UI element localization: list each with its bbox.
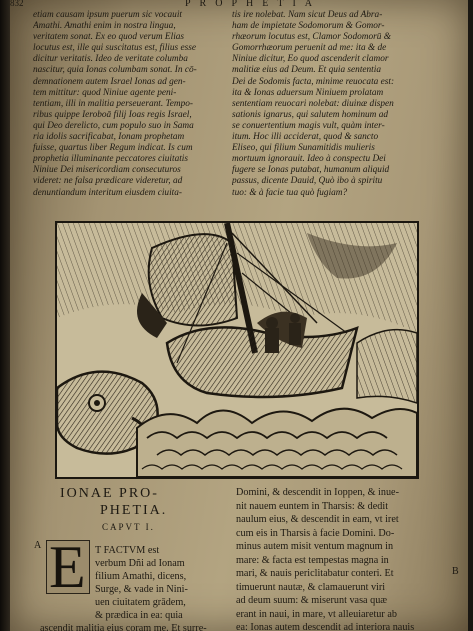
text-line: ita & Ionas aduersum Niniuem prolatam: [232, 87, 384, 98]
text-line: cum eis in Tharsis à facie Domini. Do-: [236, 527, 395, 539]
text-line: uen ciuitatem grādem,: [95, 597, 186, 608]
text-line: denuntiandum interitum eiusdem ciuita-: [33, 187, 182, 198]
text-line: timuerunt nautæ, & clamauerunt viri: [236, 581, 386, 593]
text-line: Gomorrhæorum peruenit ad me: ita & de: [232, 43, 387, 54]
text-line: locutus est, ille qui suscitatus est, filius esse: [33, 43, 196, 54]
text-line: filium Amathi, dicens,: [95, 571, 187, 582]
text-line: sationis ignarus, qui salutem hominum ad: [232, 109, 388, 120]
bible-text-left-column: [40, 544, 207, 631]
page-header: [10, 0, 458, 9]
running-head: PROPHETIA: [185, 0, 322, 9]
text-line: Domini, & descendit in Ioppen, & inue-: [236, 487, 399, 498]
text-line: Niniue dicitur, Eo quod ascenderit clamor: [232, 54, 389, 65]
text-line: fuisse, quartus liber Regum indicat. Is cum: [33, 143, 193, 154]
text-line: demnationem autem Israel Ionas ad gen-: [33, 76, 186, 87]
text-line: verbum Dñi ad Ionam: [95, 558, 185, 569]
text-line: T FACTVM est: [95, 545, 160, 556]
marginal-letter-b: B: [452, 566, 459, 577]
text-line: mortuum ignorauit. Ideo à conspectu Dei: [232, 154, 386, 165]
page-number: 832: [10, 0, 24, 8]
text-line: ribus quippe Ieroboā filij Ioas regis Israel,: [33, 109, 192, 120]
text-line: Surge, & vade in Nini-: [95, 584, 188, 595]
text-line: ria idolis sacrificabat, Ionam prophetam: [33, 132, 185, 143]
text-line: ham de impietate Sodomorum & Gomor-: [232, 21, 385, 32]
text-line: itum. Hoc illi acciderat, quod & sancto: [232, 132, 379, 143]
text-line: & prædica in ea: quia: [95, 610, 183, 621]
book-title-line: PHETIA.: [100, 503, 168, 518]
text-line: qui Deo derelicto, cum populo suo in Sama: [33, 120, 194, 131]
decorated-initial: [46, 534, 90, 600]
text-line: naulum eius, & descendit in eam, vt iret: [236, 514, 399, 525]
ship-storm-woodcut: [57, 223, 417, 477]
text-line: veritatem sonat. Ex eo quod verum Elias: [33, 32, 185, 43]
text-line: se conuertentium magis vult, quàm inter-: [232, 120, 385, 131]
text-line: Niniue Dei misericordiam consecuturos: [33, 165, 181, 176]
text-line: tem mittitur: quod Niniue agente peni-: [33, 87, 177, 98]
text-line: minus autem misit ventum magnum in: [236, 541, 394, 552]
text-line: passus, dicente Dauid, Quò ibo à spiritu: [232, 176, 383, 187]
text-line: malitiæ eius ad Deum. Et quia sententia: [232, 65, 381, 76]
bible-text-right-column: [236, 486, 414, 631]
text-line: videret: ne falsa prædicare videretur, ad: [33, 176, 183, 187]
book-title-line: IONAE PRO-: [60, 486, 159, 501]
text-line: nascitur, quia Ionas columbam sonat. In cō-: [33, 65, 197, 76]
upper-right-column: [232, 10, 447, 199]
upper-left-column: [33, 10, 223, 199]
text-line: ascendit malitia eius coram me. Et surre-: [40, 623, 207, 631]
text-line: mare: & facta est tempestas magna in: [236, 554, 389, 566]
text-line: Eliseo, qui filium Sunamitidis mulieris: [232, 143, 375, 154]
text-line: nit nauem euntem in Tharsis: & dedit: [236, 500, 389, 512]
woodcut-illustration: [55, 221, 419, 479]
text-line: Dei de Sodomis facta, minime reuocata est:: [232, 76, 395, 87]
marginal-letter-a: A: [34, 540, 42, 551]
text-line: etiam causam ipsum puerum sic vocauit: [33, 10, 182, 20]
text-line: fugere se Ionas putabat, humanum aliquid: [232, 165, 390, 176]
text-line: dicitur veritatis. Ideo de veritate columba: [33, 54, 188, 65]
book-title: [60, 485, 167, 519]
text-line: rhæorum locutus est, Clamor Sodomorū &: [232, 32, 391, 43]
text-line: erant in naui, in mare, vt alleuiaretur ab: [236, 608, 397, 620]
text-line: Amathi. Amathi enim in nostra lingua,: [33, 21, 176, 32]
text-line: tuo: & à facie tua quò fugiam?: [232, 187, 348, 198]
text-line: mari, & nauis periclitabatur conteri. Et: [236, 568, 394, 579]
text-line: ea: Ionas autem descendit ad interiora nauis: [236, 622, 415, 631]
text-line: ad deum suum: & miserunt vasa quæ: [236, 595, 388, 606]
text-line: sententiam reuocari nolebat: diuinæ dispen: [232, 98, 394, 109]
text-line: tis ire nolebat. Nam sicut Deus ad Abra-: [232, 10, 383, 20]
text-line: prophetia illuminante peccatores ciuitatis: [33, 154, 189, 165]
text-line: tentiam, illi in malitia perseuerant. Tempo-: [33, 98, 194, 109]
initial-letter: E: [49, 534, 86, 600]
chapter-heading: CAPVT I.: [102, 522, 155, 532]
